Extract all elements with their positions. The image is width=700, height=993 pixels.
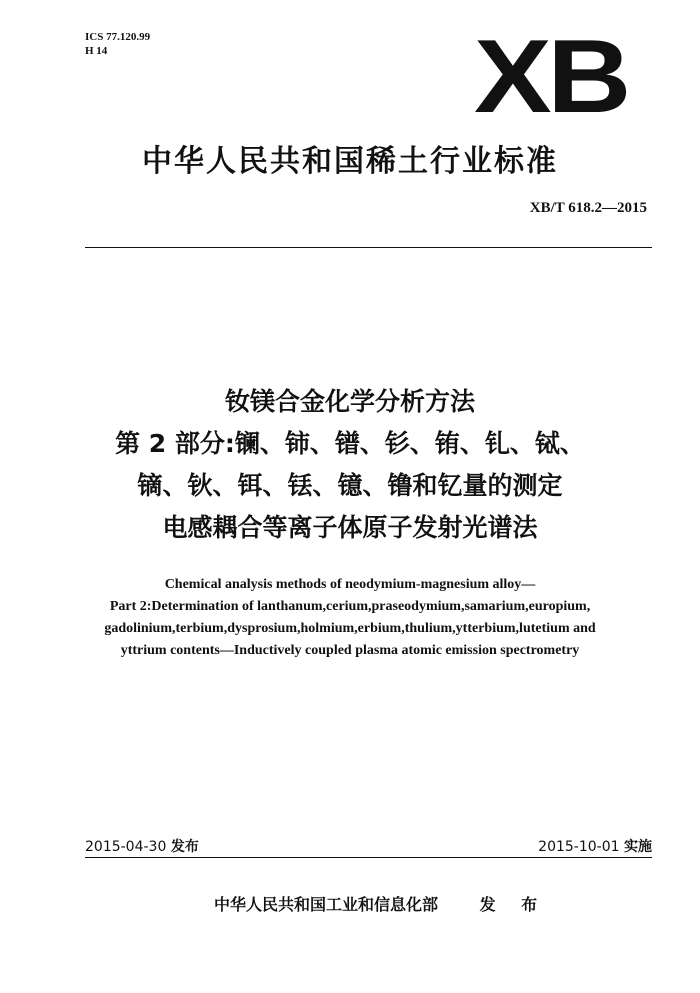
effective-label: 实施: [624, 839, 652, 855]
effective-date: 2015-10-01: [538, 839, 620, 855]
xb-logo: XB: [474, 19, 627, 135]
issuer-block: [214, 892, 547, 915]
issuer-action: 发 布: [479, 895, 548, 914]
chinese-title: [0, 381, 700, 549]
header-divider: [85, 247, 652, 248]
chinese-title-line-1: 钕镁合金化学分析方法: [224, 387, 475, 416]
english-title-line-1: Chemical analysis methods of neodymium-magnesium alloy—: [164, 577, 536, 592]
english-title: [70, 574, 630, 662]
ccs-code: H 14: [85, 45, 108, 57]
ics-code: ICS 77.120.99: [85, 31, 151, 43]
footer-divider: [85, 857, 652, 858]
chinese-title-line-4: 电感耦合等离子体原子发射光谱法: [162, 513, 538, 542]
issue-date: 2015-04-30: [85, 839, 167, 855]
standard-category-title: 中华人民共和国稀土行业标准: [142, 144, 558, 179]
chinese-title-line-2: 第 2 部分:镧、铈、镨、钐、铕、钆、铽、: [115, 429, 585, 458]
standard-number: XB/T 618.2—2015: [529, 200, 647, 216]
chinese-title-line-3: 镝、钬、铒、铥、镱、镥和钇量的测定: [137, 471, 563, 500]
issue-label: 发布: [170, 839, 199, 855]
effective-date-block: [538, 836, 652, 856]
issue-date-block: [85, 836, 199, 856]
issuer-name: 中华人民共和国工业和信息化部: [214, 895, 439, 914]
english-title-line-3: gadolinium,terbium,dysprosium,holmium,erbium,thulium,ytterbium,lutetium and: [104, 621, 596, 636]
classification-codes: [85, 30, 150, 58]
english-title-line-4: yttrium contents—Inductively coupled plasma atomic emission spectrometry: [120, 643, 580, 658]
english-title-line-2: Part 2:Determination of lanthanum,cerium,praseodymium,samarium,europium,: [109, 599, 591, 614]
